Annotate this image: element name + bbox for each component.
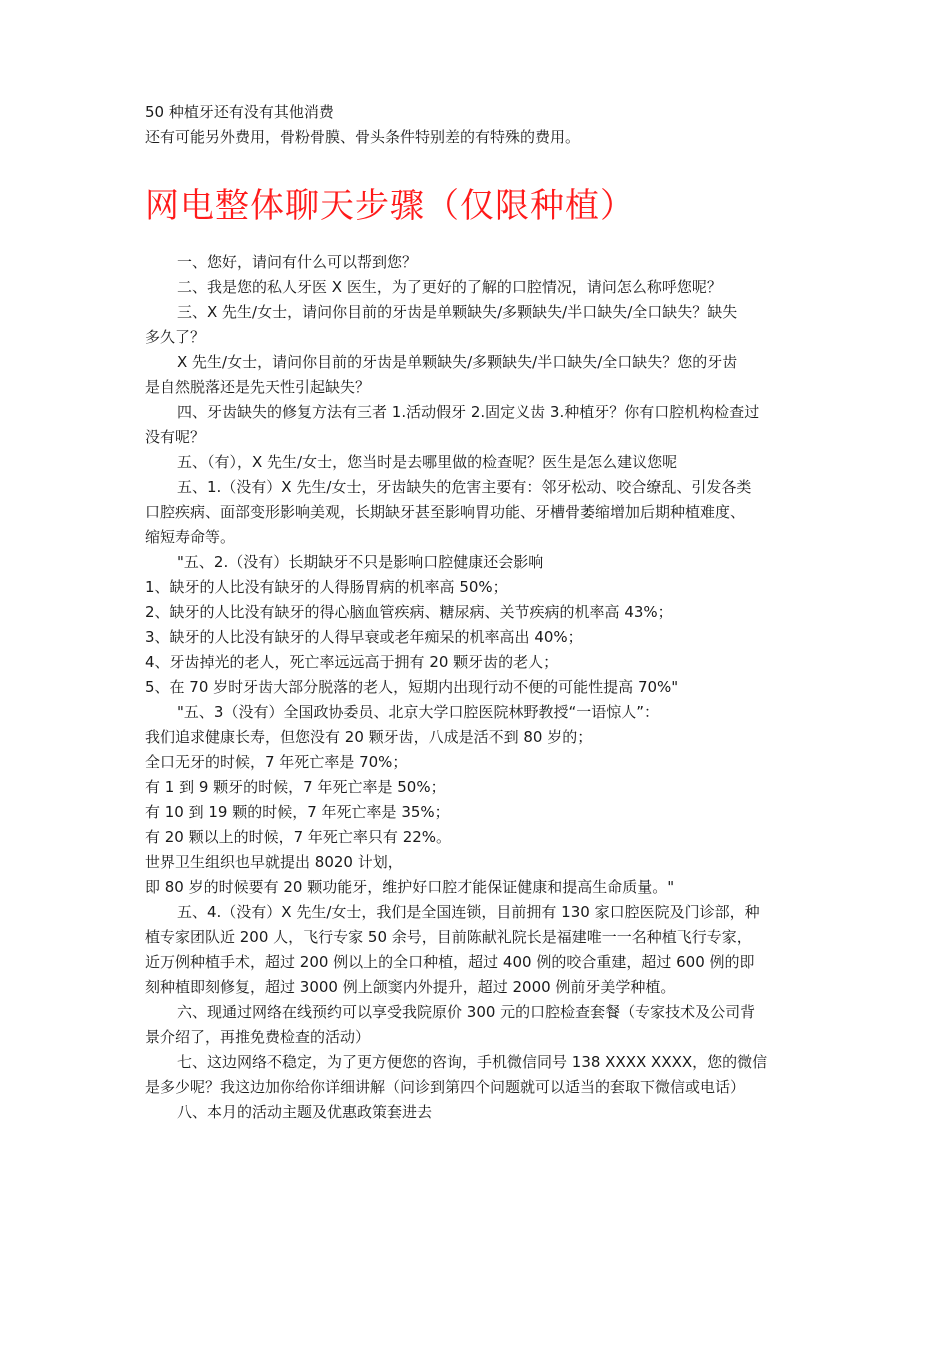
step-5-2-item: 5、在 70 岁时牙齿大部分脱落的老人，短期内出现行动不便的可能性提高 70%" — [145, 678, 679, 696]
step-5-2-item: 1、缺牙的人比没有缺牙的人得肠胃病的机率高 50%； — [145, 578, 508, 596]
step-5-2-item: 3、缺牙的人比没有缺牙的人得早衰或老年痴呆的机率高出 40%； — [145, 628, 583, 646]
step-5-3-heading: "五、3（没有）全国政协委员、北京大学口腔医院林野教授“一语惊人”： — [177, 703, 659, 721]
step-5-1-line-c: 缩短寿命等。 — [145, 528, 236, 546]
step-4-line-b: 没有呢？ — [145, 428, 206, 446]
step-5-3-item: 有 20 颗以上的时候，7 年死亡率只有 22%。 — [145, 828, 452, 846]
step-3-line-a: 三、X 先生/女士，请问你目前的牙齿是单颗缺失/多颗缺失/半口缺失/全口缺失？缺失 — [177, 303, 738, 321]
step-2: 二、我是您的私人牙医 X 医生，为了更好的了解的口腔情况，请问怎么称呼您呢？ — [177, 278, 722, 296]
step-4-line-a: 四、牙齿缺失的修复方法有三者 1.活动假牙 2.固定义齿 3.种植牙？你有口腔机构检查过 — [177, 403, 760, 421]
intro-line-1: 50 种植牙还有没有其他消费 — [145, 103, 334, 121]
step-5-4-line-c: 近万例种植手术，超过 200 例以上的全口种植，超过 400 例的咬合重建，超过 600 例的即 — [145, 953, 755, 971]
intro-line-2: 还有可能另外费用，骨粉骨膜、骨头条件特别差的有特殊的费用。 — [145, 128, 581, 146]
step-5-yes: 五、（有），X 先生/女士，您当时是去哪里做的检查呢？医生是怎么建议您呢 — [177, 453, 678, 471]
step-3-line-b: 多久了？ — [145, 328, 206, 346]
step-5-1-line-b: 口腔疾病、面部变形影响美观，长期缺牙甚至影响胃功能、牙槽骨萎缩增加后期种植难度、 — [145, 503, 746, 521]
step-3-line-d: 是自然脱落还是先天性引起缺失？ — [145, 378, 371, 396]
step-1: 一、您好，请问有什么可以帮到您？ — [177, 253, 418, 271]
step-7-line-a: 七、这边网络不稳定，为了更方便您的咨询，手机微信同号 138 XXXX XXXX，您的微信 — [177, 1053, 768, 1071]
step-5-3-item: 我们追求健康长寿，但您没有 20 颗牙齿，八成是活不到 80 岁的； — [145, 728, 593, 746]
step-5-4-line-b: 植专家团队近 200 人，飞行专家 50 余号，目前陈献礼院长是福建唯一一名种植飞行专家， — [145, 928, 752, 946]
step-5-3-item: 有 1 到 9 颗牙的时候，7 年死亡率是 50%； — [145, 778, 446, 796]
step-6-line-a: 六、现通过网络在线预约可以享受我院原价 300 元的口腔检查套餐（专家技术及公司背 — [177, 1003, 756, 1021]
step-5-3-item: 有 10 到 19 颗的时候，7 年死亡率是 35%； — [145, 803, 450, 821]
step-3-line-c: X 先生/女士，请问你目前的牙齿是单颗缺失/多颗缺失/半口缺失/全口缺失？您的牙齿 — [177, 353, 738, 371]
step-5-3-item: 全口无牙的时候，7 年死亡率是 70%； — [145, 753, 408, 771]
step-5-4-line-a: 五、4.（没有）X 先生/女士，我们是全国连锁，目前拥有 130 家口腔医院及门诊部，种 — [177, 903, 760, 921]
step-5-1-line-a: 五、1.（没有）X 先生/女士，牙齿缺失的危害主要有：邻牙松动、咬合缭乱、引发各类 — [177, 478, 752, 496]
step-5-2-item: 2、缺牙的人比没有缺牙的得心脑血管疾病、糖尿病、关节疾病的机率高 43%； — [145, 603, 673, 621]
step-6-line-b: 景介绍了，再推免费检查的活动） — [145, 1028, 371, 1046]
step-5-2-heading: "五、2.（没有）长期缺牙不只是影响口腔健康还会影响 — [177, 553, 544, 571]
step-7-line-b: 是多少呢？我这边加你给你详细讲解（问诊到第四个问题就可以适当的套取下微信或电话） — [145, 1078, 746, 1096]
step-5-4-line-d: 刻种植即刻修复，超过 3000 例上颌窦内外提升，超过 2000 例前牙美学种植。 — [145, 978, 676, 996]
step-5-3-item: 世界卫生组织也早就提出 8020 计划， — [145, 853, 403, 871]
step-5-3-item: 即 80 岁的时候要有 20 颗功能牙，维护好口腔才能保证健康和提高生命质量。" — [145, 878, 675, 896]
step-5-2-item: 4、牙齿掉光的老人，死亡率远远高于拥有 20 颗牙齿的老人； — [145, 653, 559, 671]
step-8: 八、本月的活动主题及优惠政策套进去 — [177, 1103, 433, 1121]
section-title: 网电整体聊天步骤（仅限种植） — [145, 186, 635, 226]
